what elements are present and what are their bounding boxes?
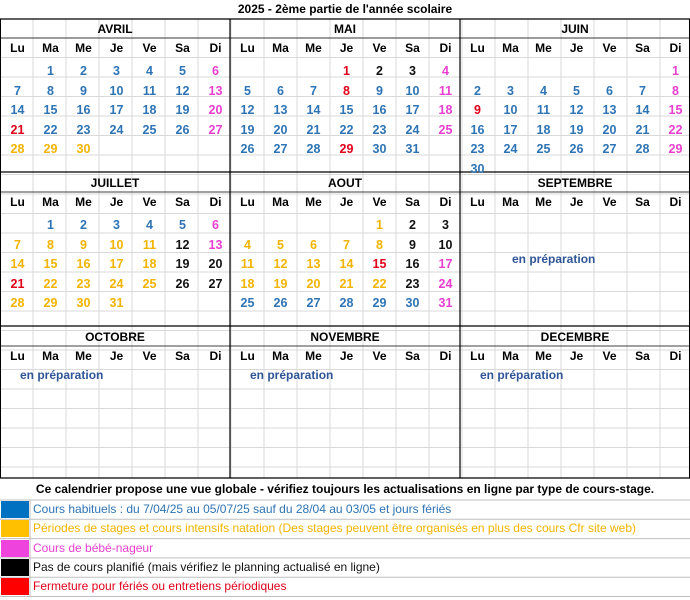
weekday-header: Ma — [502, 349, 519, 363]
day-cell: 10 — [438, 237, 453, 252]
day-cell: 1 — [343, 64, 350, 78]
legend-item — [0, 558, 690, 577]
weekday-header: Je — [569, 195, 584, 209]
day-cell: 5 — [179, 64, 186, 78]
day-cell: 15 — [43, 103, 58, 117]
weekday-header: Lu — [10, 41, 25, 55]
legend-item — [0, 500, 690, 519]
legend-swatch — [1, 540, 29, 557]
day-cell: 13 — [602, 103, 617, 117]
notice-banner: Ce calendrier propose une vue globale - vérifiez toujours les actualisations en ligne par type de cours-stage. — [35, 482, 655, 496]
day-cell: 21 — [10, 122, 25, 137]
month-title: JUILLET — [90, 176, 140, 190]
day-cell: 4 — [146, 218, 153, 232]
day-cell: 14 — [10, 103, 25, 117]
status-text: en préparation — [512, 252, 596, 266]
weekday-header: Ma — [42, 195, 59, 209]
day-cell: 3 — [507, 83, 514, 98]
day-cell: 3 — [113, 218, 120, 232]
day-cell: 18 — [240, 276, 255, 291]
weekday-header: Lu — [240, 349, 255, 363]
weekday-header: Sa — [635, 349, 650, 363]
day-cell: 2 — [474, 83, 481, 98]
day-cell: 22 — [668, 122, 683, 137]
day-cell: 26 — [569, 142, 584, 156]
day-cell: 18 — [438, 103, 453, 117]
weekday-header: Lu — [470, 349, 485, 363]
weekday-header: Me — [535, 41, 552, 55]
day-cell: 27 — [208, 122, 223, 137]
weekday-header: Sa — [635, 195, 650, 209]
legend-item — [0, 577, 690, 596]
day-cell: 28 — [339, 296, 354, 310]
weekday-header: Me — [75, 349, 92, 363]
weekday-header: Ma — [272, 349, 289, 363]
weekday-header: Je — [109, 41, 124, 55]
day-cell: 20 — [602, 122, 617, 137]
weekday-header: Sa — [405, 195, 420, 209]
weekday-header: Lu — [470, 195, 485, 209]
day-cell: 18 — [536, 122, 551, 137]
day-cell: 2 — [409, 218, 416, 232]
weekday-header: Me — [305, 41, 322, 55]
day-cell: 8 — [47, 83, 54, 98]
day-cell: 29 — [43, 296, 58, 310]
day-cell: 14 — [339, 257, 354, 271]
weekday-header: Di — [209, 195, 222, 209]
month-title: MAI — [334, 22, 356, 36]
day-cell: 21 — [339, 276, 354, 291]
day-cell: 23 — [470, 142, 485, 156]
day-cell: 4 — [244, 237, 251, 252]
day-cell: 10 — [503, 103, 518, 117]
day-cell: 20 — [306, 276, 321, 291]
legend-text: Cours de bébé-nageur — [33, 540, 154, 555]
day-cell: 13 — [208, 83, 223, 98]
month-septembre — [460, 174, 690, 328]
weekday-header: Di — [209, 349, 222, 363]
day-cell: 14 — [635, 103, 650, 117]
day-cell: 18 — [142, 257, 157, 271]
day-cell: 15 — [339, 103, 354, 117]
day-cell: 20 — [208, 103, 223, 117]
day-cell: 24 — [438, 276, 453, 291]
weekday-header: Lu — [240, 195, 255, 209]
day-cell: 11 — [142, 237, 157, 252]
legend-swatch — [1, 520, 29, 537]
weekday-header: Ve — [372, 41, 387, 55]
day-cell: 31 — [405, 142, 420, 156]
day-cell: 4 — [442, 64, 449, 78]
day-cell: 22 — [372, 276, 387, 291]
month-title: AVRIL — [97, 22, 133, 36]
month-title: OCTOBRE — [85, 330, 145, 344]
day-cell: 25 — [142, 276, 157, 291]
day-cell: 30 — [76, 142, 91, 156]
day-cell: 5 — [277, 237, 284, 252]
day-cell: 31 — [109, 296, 124, 310]
day-cell: 13 — [208, 237, 223, 252]
day-cell: 28 — [10, 296, 25, 310]
month-octobre — [0, 328, 230, 482]
day-cell: 16 — [470, 122, 485, 137]
weekday-header: Ma — [272, 195, 289, 209]
month-mai — [230, 20, 460, 174]
day-cell: 15 — [372, 257, 387, 271]
legend-swatch — [1, 559, 29, 576]
day-cell: 7 — [639, 83, 646, 98]
day-cell: 8 — [343, 83, 350, 98]
weekday-header: Lu — [10, 349, 25, 363]
weekday-header: Sa — [175, 349, 190, 363]
day-cell: 2 — [80, 218, 87, 232]
weekday-header: Ve — [602, 349, 617, 363]
day-cell: 25 — [536, 142, 551, 156]
day-cell: 12 — [175, 83, 190, 98]
day-cell: 25 — [438, 122, 453, 137]
weekday-header: Me — [75, 41, 92, 55]
day-cell: 23 — [405, 276, 420, 291]
day-cell: 30 — [470, 161, 485, 176]
day-cell: 6 — [310, 237, 317, 252]
weekday-header: Ve — [142, 195, 157, 209]
weekday-header: Ma — [42, 41, 59, 55]
weekday-header: Lu — [10, 195, 25, 209]
weekday-header: Ma — [42, 349, 59, 363]
day-cell: 29 — [339, 142, 354, 156]
weekday-header: Je — [339, 349, 354, 363]
day-cell: 10 — [405, 83, 420, 98]
weekday-header: Sa — [405, 41, 420, 55]
weekday-header: Ma — [272, 41, 289, 55]
day-cell: 17 — [109, 257, 124, 271]
legend-swatch — [1, 501, 29, 518]
day-cell: 29 — [43, 142, 58, 156]
day-cell: 20 — [208, 257, 223, 271]
day-cell: 8 — [672, 83, 679, 98]
day-cell: 16 — [372, 103, 387, 117]
day-cell: 4 — [540, 83, 547, 98]
day-cell: 30 — [76, 296, 91, 310]
day-cell: 17 — [438, 257, 453, 271]
legend-swatch — [1, 578, 29, 595]
day-cell: 9 — [409, 237, 416, 252]
status-text: en préparation — [20, 368, 104, 382]
day-cell: 30 — [372, 142, 387, 156]
day-cell: 21 — [635, 122, 650, 137]
day-cell: 7 — [310, 83, 317, 98]
day-cell: 11 — [240, 257, 255, 271]
day-cell: 15 — [43, 257, 58, 271]
day-cell: 16 — [405, 257, 420, 271]
day-cell: 29 — [668, 142, 683, 156]
day-cell: 12 — [569, 103, 584, 117]
day-cell: 3 — [442, 218, 449, 232]
month-title: NOVEMBRE — [310, 330, 380, 344]
day-cell: 27 — [208, 276, 223, 291]
day-cell: 9 — [80, 237, 87, 252]
day-cell: 1 — [376, 218, 383, 232]
day-cell: 3 — [409, 64, 416, 78]
legend-text: Fermeture pour fériés ou entretiens périodiques — [33, 579, 287, 594]
weekday-header: Di — [209, 41, 222, 55]
day-cell: 12 — [175, 237, 190, 252]
day-cell: 15 — [668, 103, 683, 117]
weekday-header: Lu — [240, 41, 255, 55]
weekday-header: Di — [669, 195, 682, 209]
day-cell: 6 — [212, 64, 219, 78]
day-cell: 25 — [142, 122, 157, 137]
day-cell: 9 — [376, 83, 383, 98]
day-cell: 14 — [306, 103, 321, 117]
legend-text: Cours habituels : du 7/04/25 au 05/07/25 sauf du 28/04 au 03/05 et jours fériés — [33, 502, 452, 516]
legend-item — [0, 519, 690, 538]
weekday-header: Me — [305, 349, 322, 363]
weekday-header: Di — [439, 195, 452, 209]
day-cell: 5 — [244, 83, 251, 98]
month-juillet — [0, 174, 230, 328]
month-title: DECEMBRE — [540, 330, 610, 344]
month-aout — [230, 174, 460, 328]
weekday-header: Me — [535, 195, 552, 209]
day-cell: 7 — [343, 237, 350, 252]
day-cell: 20 — [273, 122, 288, 137]
day-cell: 1 — [47, 64, 54, 78]
day-cell: 26 — [175, 122, 190, 137]
day-cell: 19 — [273, 276, 288, 291]
month-title: SEPTEMBRE — [537, 176, 613, 190]
day-cell: 1 — [672, 64, 679, 78]
day-cell: 5 — [573, 83, 580, 98]
day-cell: 24 — [109, 122, 124, 137]
day-cell: 4 — [146, 64, 153, 78]
weekday-header: Je — [569, 41, 584, 55]
weekday-header: Sa — [635, 41, 650, 55]
day-cell: 17 — [109, 103, 124, 117]
day-cell: 8 — [376, 237, 383, 252]
day-cell: 6 — [212, 218, 219, 232]
day-cell: 22 — [43, 276, 58, 291]
day-cell: 18 — [142, 103, 157, 117]
weekday-header: Me — [75, 195, 92, 209]
day-cell: 19 — [175, 257, 190, 271]
day-cell: 21 — [306, 122, 321, 137]
day-cell: 6 — [277, 83, 284, 98]
weekday-header: Je — [569, 349, 584, 363]
weekday-header: Sa — [175, 195, 190, 209]
weekday-header: Ve — [142, 41, 157, 55]
weekday-header: Di — [439, 41, 452, 55]
page-title: 2025 - 2ème partie de l'année scolaire — [237, 2, 453, 16]
day-cell: 24 — [109, 276, 124, 291]
legend-text: Périodes de stages et cours intensifs natation (Des stages peuvent être organisés en plus des cours Cfr site web) — [33, 521, 636, 536]
day-cell: 26 — [175, 276, 190, 291]
day-cell: 23 — [372, 122, 387, 137]
weekday-header: Di — [669, 349, 682, 363]
day-cell: 26 — [273, 296, 288, 310]
month-novembre — [230, 328, 460, 482]
day-cell: 9 — [80, 83, 87, 98]
status-text: en préparation — [480, 368, 564, 382]
day-cell: 10 — [109, 237, 124, 252]
weekday-header: Sa — [405, 349, 420, 363]
day-cell: 14 — [10, 257, 25, 271]
weekday-header: Ve — [602, 195, 617, 209]
day-cell: 27 — [273, 142, 288, 156]
weekday-header: Me — [305, 195, 322, 209]
day-cell: 2 — [376, 64, 383, 78]
weekday-header: Je — [109, 195, 124, 209]
day-cell: 19 — [569, 122, 584, 137]
day-cell: 24 — [503, 142, 518, 156]
weekday-header: Me — [535, 349, 552, 363]
day-cell: 11 — [142, 83, 157, 98]
day-cell: 16 — [76, 103, 91, 117]
day-cell: 11 — [536, 103, 551, 117]
day-cell: 12 — [240, 103, 255, 117]
month-title: AOUT — [328, 176, 362, 190]
day-cell: 5 — [179, 218, 186, 232]
day-cell: 21 — [10, 276, 25, 291]
day-cell: 22 — [43, 122, 58, 137]
day-cell: 22 — [339, 122, 354, 137]
day-cell: 23 — [76, 122, 91, 137]
day-cell: 7 — [14, 83, 21, 98]
month-avril — [0, 20, 230, 174]
day-cell: 27 — [602, 142, 617, 156]
status-text: en préparation — [250, 368, 334, 382]
day-cell: 2 — [80, 64, 87, 78]
day-cell: 31 — [438, 296, 453, 310]
day-cell: 25 — [240, 296, 255, 310]
day-cell: 3 — [113, 64, 120, 78]
legend-item — [0, 539, 690, 558]
day-cell: 29 — [372, 296, 387, 310]
day-cell: 30 — [405, 296, 420, 310]
day-cell: 27 — [306, 296, 321, 310]
day-cell: 28 — [10, 142, 25, 156]
legend-text: Pas de cours planifié (mais vérifiez le planning actualisé en ligne) — [33, 559, 380, 574]
weekday-header: Lu — [470, 41, 485, 55]
day-cell: 8 — [47, 237, 54, 252]
weekday-header: Ve — [372, 349, 387, 363]
weekday-header: Ma — [502, 195, 519, 209]
weekday-header: Di — [439, 349, 452, 363]
weekday-header: Je — [109, 349, 124, 363]
weekday-header: Ve — [602, 41, 617, 55]
weekday-header: Ve — [142, 349, 157, 363]
day-cell: 19 — [175, 103, 190, 117]
day-cell: 7 — [14, 237, 21, 252]
day-cell: 28 — [306, 142, 321, 156]
month-decembre — [460, 328, 690, 482]
day-cell: 13 — [306, 257, 321, 271]
weekday-header: Di — [669, 41, 682, 55]
day-cell: 9 — [474, 103, 481, 117]
weekday-header: Je — [339, 41, 354, 55]
weekday-header: Ma — [502, 41, 519, 55]
day-cell: 11 — [438, 83, 453, 98]
day-cell: 17 — [405, 103, 420, 117]
day-cell: 24 — [405, 122, 420, 137]
day-cell: 13 — [273, 103, 288, 117]
day-cell: 23 — [76, 276, 91, 291]
day-cell: 17 — [503, 122, 518, 137]
day-cell: 19 — [240, 122, 255, 137]
day-cell: 16 — [76, 257, 91, 271]
day-cell: 1 — [47, 218, 54, 232]
day-cell: 10 — [109, 83, 124, 98]
day-cell: 26 — [240, 142, 255, 156]
weekday-header: Sa — [175, 41, 190, 55]
weekday-header: Ve — [372, 195, 387, 209]
month-title: JUIN — [561, 22, 589, 36]
month-juin — [460, 20, 690, 174]
weekday-header: Je — [339, 195, 354, 209]
day-cell: 28 — [635, 142, 650, 156]
day-cell: 6 — [606, 83, 613, 98]
day-cell: 12 — [273, 257, 288, 271]
